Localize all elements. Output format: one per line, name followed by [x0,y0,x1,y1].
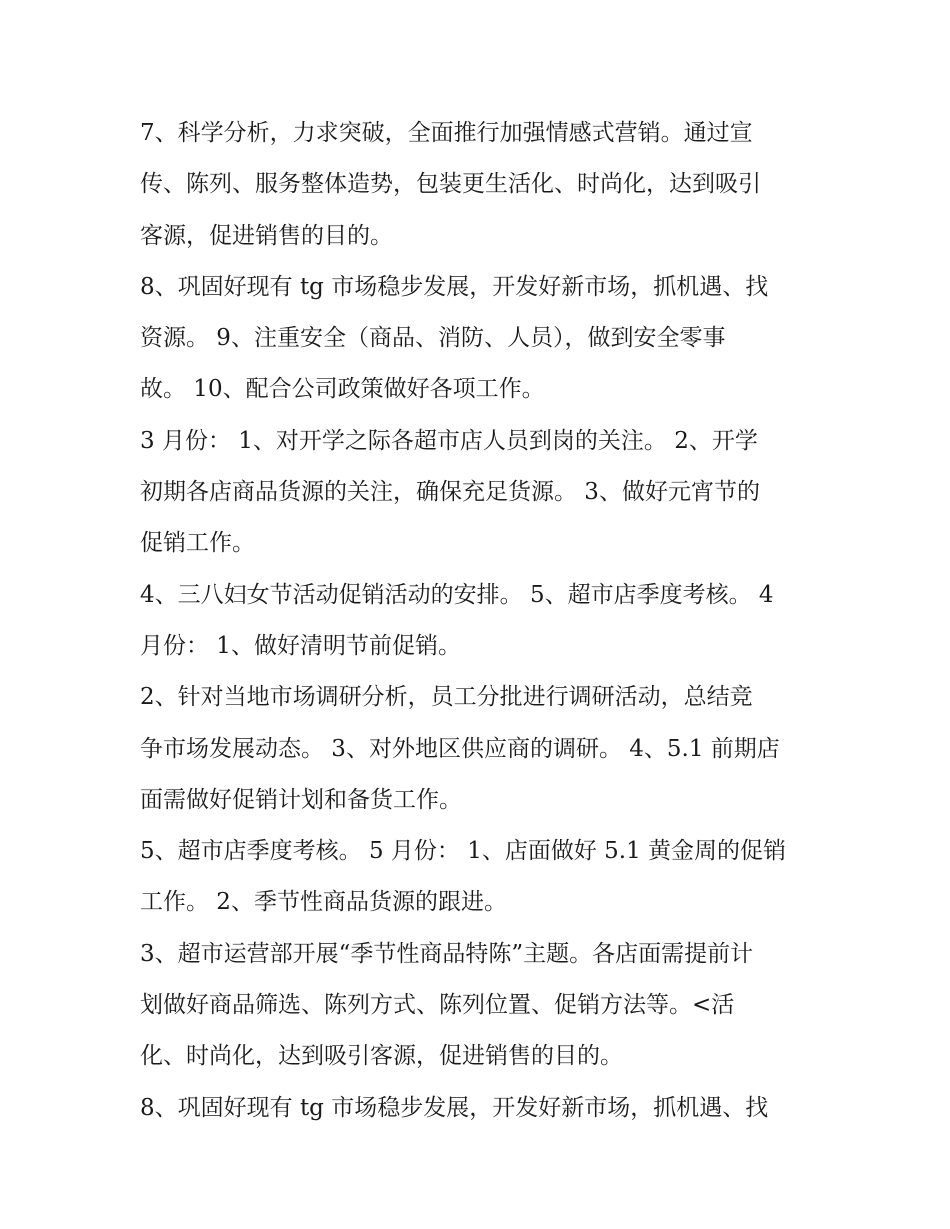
text-line: 5、超市店季度考核。 5 月份： 1、店面做好 5.1 黄金周的促销 [140,838,787,865]
text-line: 促销工作。 [140,530,255,557]
text-line: 3、超市运营部开展“季节性商品特陈”主题。各店面需提前计 [140,940,754,967]
text-line: 划做好商品筛选、陈列方式、陈列位置、促销方法等。<活 [140,992,735,1019]
text-line: 3 月份： 1、对开学之际各超市店人员到岗的关注。 2、开学 [140,427,758,454]
text-line: 8、巩固好现有 tg 市场稳步发展，开发好新市场，抓机遇、找 [140,1094,769,1121]
text-line: 客源，促进销售的目的。 [140,222,393,249]
text-line: 工作。 2、季节性商品货源的跟进。 [140,889,507,916]
text-line: 争市场发展动态。 3、对外地区供应商的调研。 4、5.1 前期店 [140,735,780,762]
text-line: 初期各店商品货源的关注，确保充足货源。 3、做好元宵节的 [140,479,760,506]
text-line: 2、针对当地市场调研分析，员工分批进行调研活动，总结竞 [140,684,753,711]
document-body [140,108,820,1134]
text-line: 传、陈列、服务整体造势，包装更生活化、时尚化，达到吸引 [140,171,761,198]
text-line: 月份： 1、做好清明节前促销。 [140,632,461,659]
text-line: 7、科学分析，力求突破，全面推行加强情感式营销。通过宣 [140,120,753,146]
text-line: 4、三八妇女节活动促销活动的安排。 5、超市店季度考核。 4 [140,581,774,608]
text-line: 面需做好促销计划和备货工作。 [140,786,462,813]
text-line: 资源。 9、注重安全（商品、消防、人员），做到安全零事 [140,325,726,352]
text-line: 化、时尚化，达到吸引客源，促进销售的目的。 [140,1043,623,1070]
text-line: 故。 10、配合公司政策做好各项工作。 [140,376,545,403]
text-line: 8、巩固好现有 tg 市场稳步发展，开发好新市场，抓机遇、找 [140,273,769,300]
